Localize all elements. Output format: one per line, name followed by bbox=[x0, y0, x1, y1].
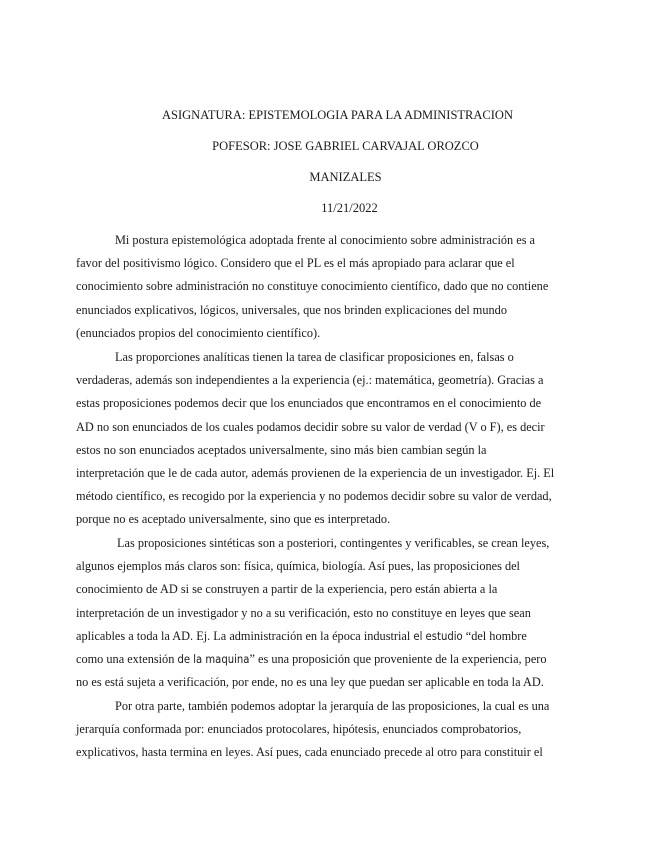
paragraph-line: Las proporciones analíticas tienen la tarea de clasificar proposiciones en, falsas o bbox=[115, 350, 514, 364]
paragraph-4 bbox=[76, 695, 576, 765]
paragraph-line: conocimiento sobre administración no constituye conocimiento científico, dado que no contiene bbox=[76, 279, 549, 294]
paragraph-line: jerarquía conformada por: enunciados protocolares, hipótesis, enunciados comprobatorios, bbox=[76, 722, 522, 737]
paragraph-line: enunciados explicativos, lógicos, universales, que nos brinden explicaciones del mundo bbox=[76, 302, 507, 317]
paragraph-line: interpretación que le de cada autor, además provienen de la experiencia de un investigador. Ej. El bbox=[76, 465, 555, 480]
line-segment: “del hombre bbox=[462, 628, 527, 643]
line-segment: ” es una proposición que proveniente de la experiencia, pero bbox=[249, 651, 547, 666]
paragraph-line: (enunciados propios del conocimiento científico). bbox=[76, 325, 321, 340]
paragraph-line: estas proposiciones podemos decir que los enunciados que encontramos en el conocimiento de bbox=[76, 396, 542, 411]
paragraph-line: Las proposiciones sintéticas son a posteriori, contingentes y verificables, se crean leyes, bbox=[117, 536, 550, 550]
paragraph-line: Por otra parte, también podemos adoptar la jerarquía de las proposiciones, la cual es una bbox=[115, 699, 550, 713]
paragraph-line-mixed bbox=[76, 648, 576, 671]
line-segment: como una extensión bbox=[76, 651, 178, 666]
paragraph-line: verdaderas, además son independientes a la experiencia (ej.: matemática, geometría). Gracias a bbox=[76, 373, 544, 388]
city-heading: MANIZALES bbox=[309, 170, 382, 184]
paragraph-line: algunos ejemplos más claros son: física, química, biología. Así pues, las proposiciones del bbox=[76, 559, 520, 574]
line-segment-sans: de la maquina bbox=[177, 652, 250, 666]
date-heading: 11/21/2022 bbox=[321, 201, 378, 215]
paragraph-line: método científico, es recogido por la experiencia y no podemos decidir sobre su valor de verdad, bbox=[76, 489, 552, 504]
paragraph-line: conocimiento de AD si se construyen a partir de la experiencia, pero están abierta a la bbox=[76, 582, 498, 597]
paragraph-line: interpretación de un investigador y no a su verificación, esto no constituye en leyes que sean bbox=[76, 605, 531, 620]
line-segment: aplicables a toda la AD. Ej. La administración en la época industrial bbox=[76, 628, 414, 643]
paragraph-line: favor del positivismo lógico. Considero que el PL es el más apropiado para aclarar que el bbox=[76, 256, 515, 271]
paragraph-line: explicativos, hasta termina en leyes. Así pues, cada enunciado precede al otro para constituir el bbox=[76, 745, 543, 760]
paragraph-3 bbox=[76, 532, 576, 694]
professor-heading: POFESOR: JOSE GABRIEL CARVAJAL OROZCO bbox=[212, 139, 479, 153]
paragraph-line-mixed bbox=[76, 625, 576, 648]
paragraph-line: porque no es aceptado universalmente, sino que es interpretado. bbox=[76, 512, 391, 527]
paragraph-line: Mi postura epistemológica adoptada frente al conocimiento sobre administración es a bbox=[115, 233, 536, 247]
line-segment-sans: el estudio bbox=[413, 629, 463, 643]
paragraph-line: no es está sujeta a verificación, por ende, no es una ley que puedan ser aplicable en toda la AD. bbox=[76, 675, 544, 690]
subject-heading: ASIGNATURA: EPISTEMOLOGIA PARA LA ADMINISTRACION bbox=[162, 108, 513, 122]
paragraph-line: AD no son enunciados de los cuales podamos decidir sobre su valor de verdad (V o F), es decir bbox=[76, 419, 545, 434]
paragraph-1 bbox=[76, 229, 576, 345]
paragraph-2 bbox=[76, 346, 576, 532]
paragraph-line: estos no son enunciados aceptados universalmente, sino más bien cambian según la bbox=[76, 442, 487, 457]
